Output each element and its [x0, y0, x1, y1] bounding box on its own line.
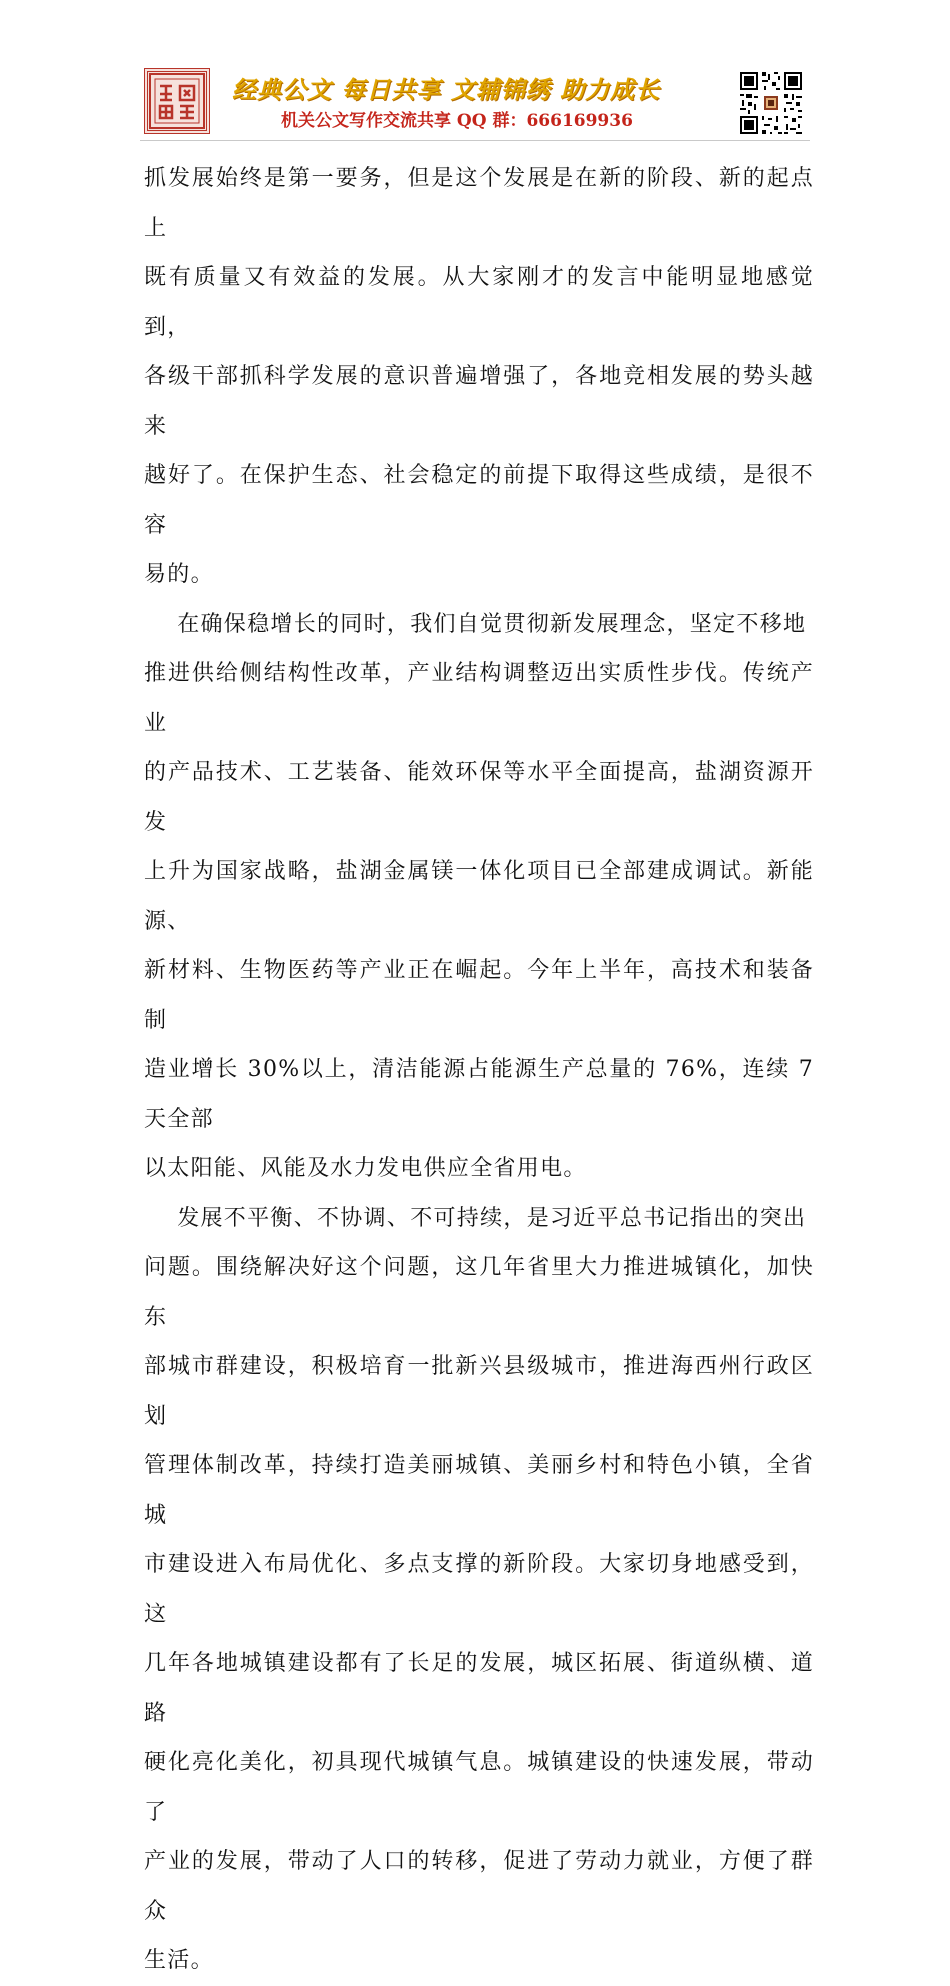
qr-code-graphic	[738, 70, 804, 136]
page-header	[140, 66, 810, 138]
seal-logo	[144, 68, 210, 134]
document-body	[144, 154, 814, 1986]
header-slogan: 经典公文 每日共享 文辅锦绣 助力成长	[232, 76, 661, 104]
header-subtitle: 机关公文写作交流共享 QQ 群：666169936	[281, 111, 633, 131]
header-divider	[140, 140, 810, 141]
paragraph: 抓发展始终是第一要务，但是这个发展是在新的阶段、新的起点上 既有质量又有效益的发展。从大家刚才的发言中能明显地感觉到， 各级干部抓科学发展的意识普遍增强了，各地竞相发展的势头越来 越好了。在保护生态、社会稳定的前提下取得这些成绩，是很不容 易的。	[144, 166, 814, 587]
seal-logo-graphic	[148, 72, 206, 130]
qr-code-icon	[738, 70, 804, 136]
paragraph: 发展不平衡、不协调、不可持续，是习近平总书记指出的突出 问题。围绕解决好这个问题，这几年省里大力推进城镇化，加快东 部城市群建设，积极培育一批新兴县级城市，推进海西州行政区划 管理体制改革，持续打造美丽城镇、美丽乡村和特色小镇，全省城 市建设进入布局优化、多点支撑的新阶段。大家切身地感受到，这 几年各地城镇建设都有了长足的发展，城区拓展、街道纵横、道路 硬化亮化美化，初具现代城镇气息。城镇建设的快速发展，带动了 产业的发展，带动了人口的转移，促进了劳动力就业，方便了群众 生活。	[144, 1205, 814, 1973]
paragraph: 在确保稳增长的同时，我们自觉贯彻新发展理念，坚定不移地 推进供给侧结构性改革，产业结构调整迈出实质性步伐。传统产业 的产品技术、工艺装备、能效环保等水平全面提高，盐湖资源开发 上升为国家战略，盐湖金属镁一体化项目已全部建成调试。新能源、 新材料、生物医药等产业正在崛起。今年上半年，高技术和装备制 造业增长 30%以上，清洁能源占能源生产总量的 76%，连续 7 天全部 以太阳能、风能及水力发电供应全省用电。	[144, 611, 814, 1181]
